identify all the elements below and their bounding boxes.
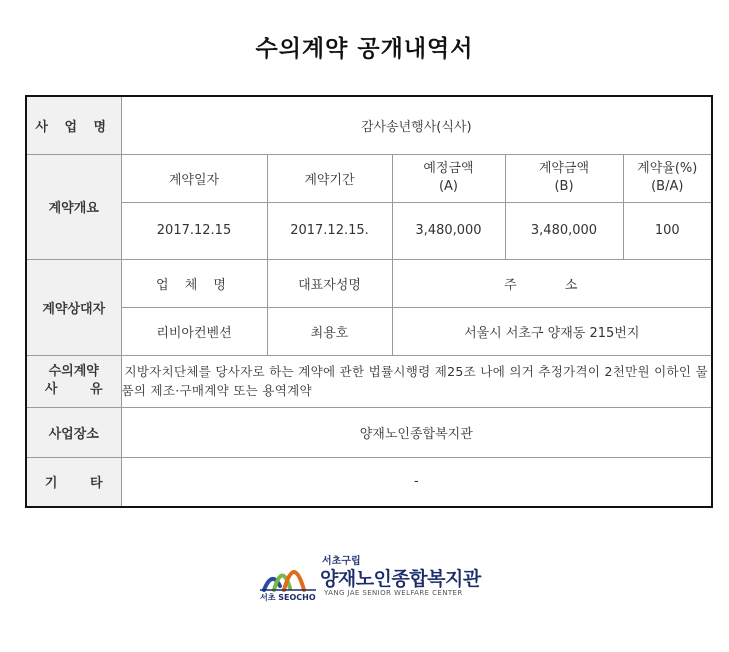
header-address: 주 소 (392, 259, 712, 307)
overview-value-row (26, 202, 712, 259)
counterparty-value-row (26, 307, 712, 355)
other-label: 기 타 (26, 457, 121, 507)
header-amount-label: 계약금액 (538, 161, 590, 176)
business-value: 감사송년행사(식사) (121, 96, 712, 154)
reason-label (26, 355, 121, 407)
location-row (26, 407, 712, 457)
header-rate-label: 계약율(%) (637, 161, 698, 176)
value-representative: 최용호 (267, 307, 392, 355)
header-estimated-label: 예정금액 (423, 161, 474, 176)
header-representative: 대표자성명 (267, 259, 392, 307)
logo-org-english: YANG JAE SENIOR WELFARE CENTER (324, 589, 463, 597)
header-company: 업 체 명 (121, 259, 267, 307)
reason-value: 지방자치단체를 당사자로 하는 계약에 관한 법률시행령 제25조 나에 의거 추정가격이 2천만원 이하인 물품의 제조·구매계약 또는 용역계약 (121, 355, 712, 407)
reason-row (26, 355, 712, 407)
header-contract-date: 계약일자 (121, 154, 267, 202)
reason-label-line2: 사 유 (44, 382, 117, 397)
value-contract-period: 2017.12.15. (267, 202, 392, 259)
header-estimated-sub: (A) (438, 179, 459, 194)
counterparty-label: 계약상대자 (26, 259, 121, 355)
value-estimated-amount: 3,480,000 (392, 202, 505, 259)
header-contract-rate (623, 154, 712, 202)
value-company: 리비아컨벤션 (121, 307, 267, 355)
business-row (26, 96, 712, 154)
other-value: - (121, 457, 712, 507)
other-row (26, 457, 712, 507)
logo-org-name: 양재노인종합복지관 (320, 568, 481, 590)
location-label: 사업장소 (26, 407, 121, 457)
header-amount-sub: (B) (554, 179, 574, 194)
logo-org-small: 서초구립 (322, 556, 361, 567)
value-contract-amount: 3,480,000 (505, 202, 623, 259)
reason-label-line1: 수의계약 (48, 364, 99, 379)
business-label: 사 업 명 (26, 96, 121, 154)
header-rate-sub: (B/A) (651, 179, 684, 194)
counterparty-header-row (26, 259, 712, 307)
overview-header-row (26, 154, 712, 202)
logo-mark-text: 서초 SEOCHO (260, 593, 316, 602)
document-title: 수의계약 공개내역서 (255, 36, 474, 62)
location-value: 양재노인종합복지관 (121, 407, 712, 457)
welfare-center-logo (258, 550, 488, 602)
value-contract-date: 2017.12.15 (121, 202, 267, 259)
header-estimated-amount (392, 154, 505, 202)
contract-disclosure-table (25, 95, 713, 508)
header-contract-amount (505, 154, 623, 202)
header-contract-period: 계약기간 (267, 154, 392, 202)
value-contract-rate: 100 (623, 202, 712, 259)
value-address: 서울시 서초구 양재동 215번지 (392, 307, 712, 355)
overview-label: 계약개요 (26, 154, 121, 259)
